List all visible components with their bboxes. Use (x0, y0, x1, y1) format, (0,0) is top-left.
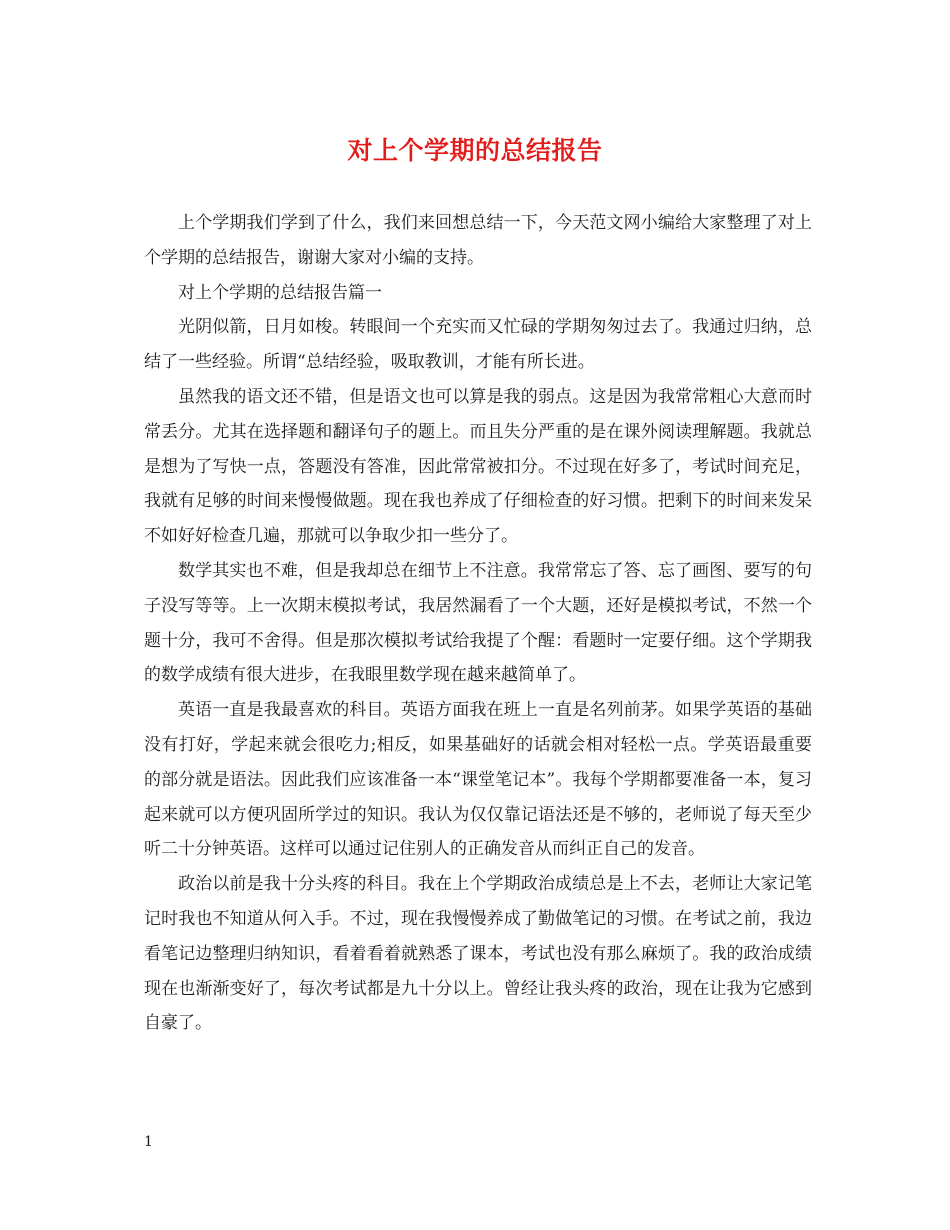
body-paragraph: 数学其实也不难，但是我却总在细节上不注意。我常常忘了答、忘了画图、要写的句子没写等等。上一次期末模拟考试，我居然漏看了一个大题，还好是模拟考试，不然一个题十分，我可不舍得。但是那次模拟考试给我提了个醒：看题时一定要仔细。这个学期我的数学成绩有很大进步，在我眼里数学现在越来越简单了。 (144, 560, 812, 686)
section-heading: 对上个学期的总结报告篇一 (178, 282, 382, 303)
page-number: 1 (144, 1134, 153, 1150)
intro-paragraph: 上个学期我们学到了什么，我们来回想总结一下，今天范文网小编给大家整理了对上个学期的总结报告，谢谢大家对小编的支持。 (144, 213, 812, 268)
body-paragraph: 光阴似箭，日月如梭。转眼间一个充实而又忙碌的学期匆匆过去了。我通过归纳，总结了一些经验。所谓“总结经验，吸取教训，才能有所长进。 (144, 317, 812, 373)
body-paragraph: 政治以前是我十分头疼的科目。我在上个学期政治成绩总是上不去，老师让大家记笔记时我也不知道从何入手。不过，现在我慢慢养成了勤做笔记的习惯。在考试之前，我边看笔记边整理归纳知识，看着看着就熟悉了课本，考试也没有那么麻烦了。我的政治成绩现在也渐渐变好了，每次考试都是九十分以上。曾经让我头疼的政治，现在让我为它感到自豪了。 (144, 874, 812, 1034)
document-body (144, 206, 812, 1041)
body-paragraph: 英语一直是我最喜欢的科目。英语方面我在班上一直是名列前茅。如果学英语的基础没有打好，学起来就会很吃力;相反，如果基础好的话就会相对轻松一点。学英语最重要的部分就是语法。因此我们应该准备一本“课堂笔记本”。我每个学期都要准备一本，复习起来就可以方便巩固所学过的知识。我认为仅仅靠记语法还是不够的，老师说了每天至少听二十分钟英语。这样可以通过记住别人的正确发音从而纠正自己的发音。 (144, 700, 812, 860)
body-paragraph: 虽然我的语文还不错，但是语文也可以算是我的弱点。这是因为我常常粗心大意而时常丢分。尤其在选择题和翻译句子的题上。而且失分严重的是在课外阅读理解题。我就总是想为了写快一点，答题没有答准，因此常常被扣分。不过现在好多了，考试时间充足，我就有足够的时间来慢慢做题。现在我也养成了仔细检查的好习惯。把剩下的时间来发呆不如好好检查几遍，那就可以争取少扣一些分了。 (144, 386, 812, 547)
document-title: 对上个学期的总结报告 (347, 136, 603, 165)
